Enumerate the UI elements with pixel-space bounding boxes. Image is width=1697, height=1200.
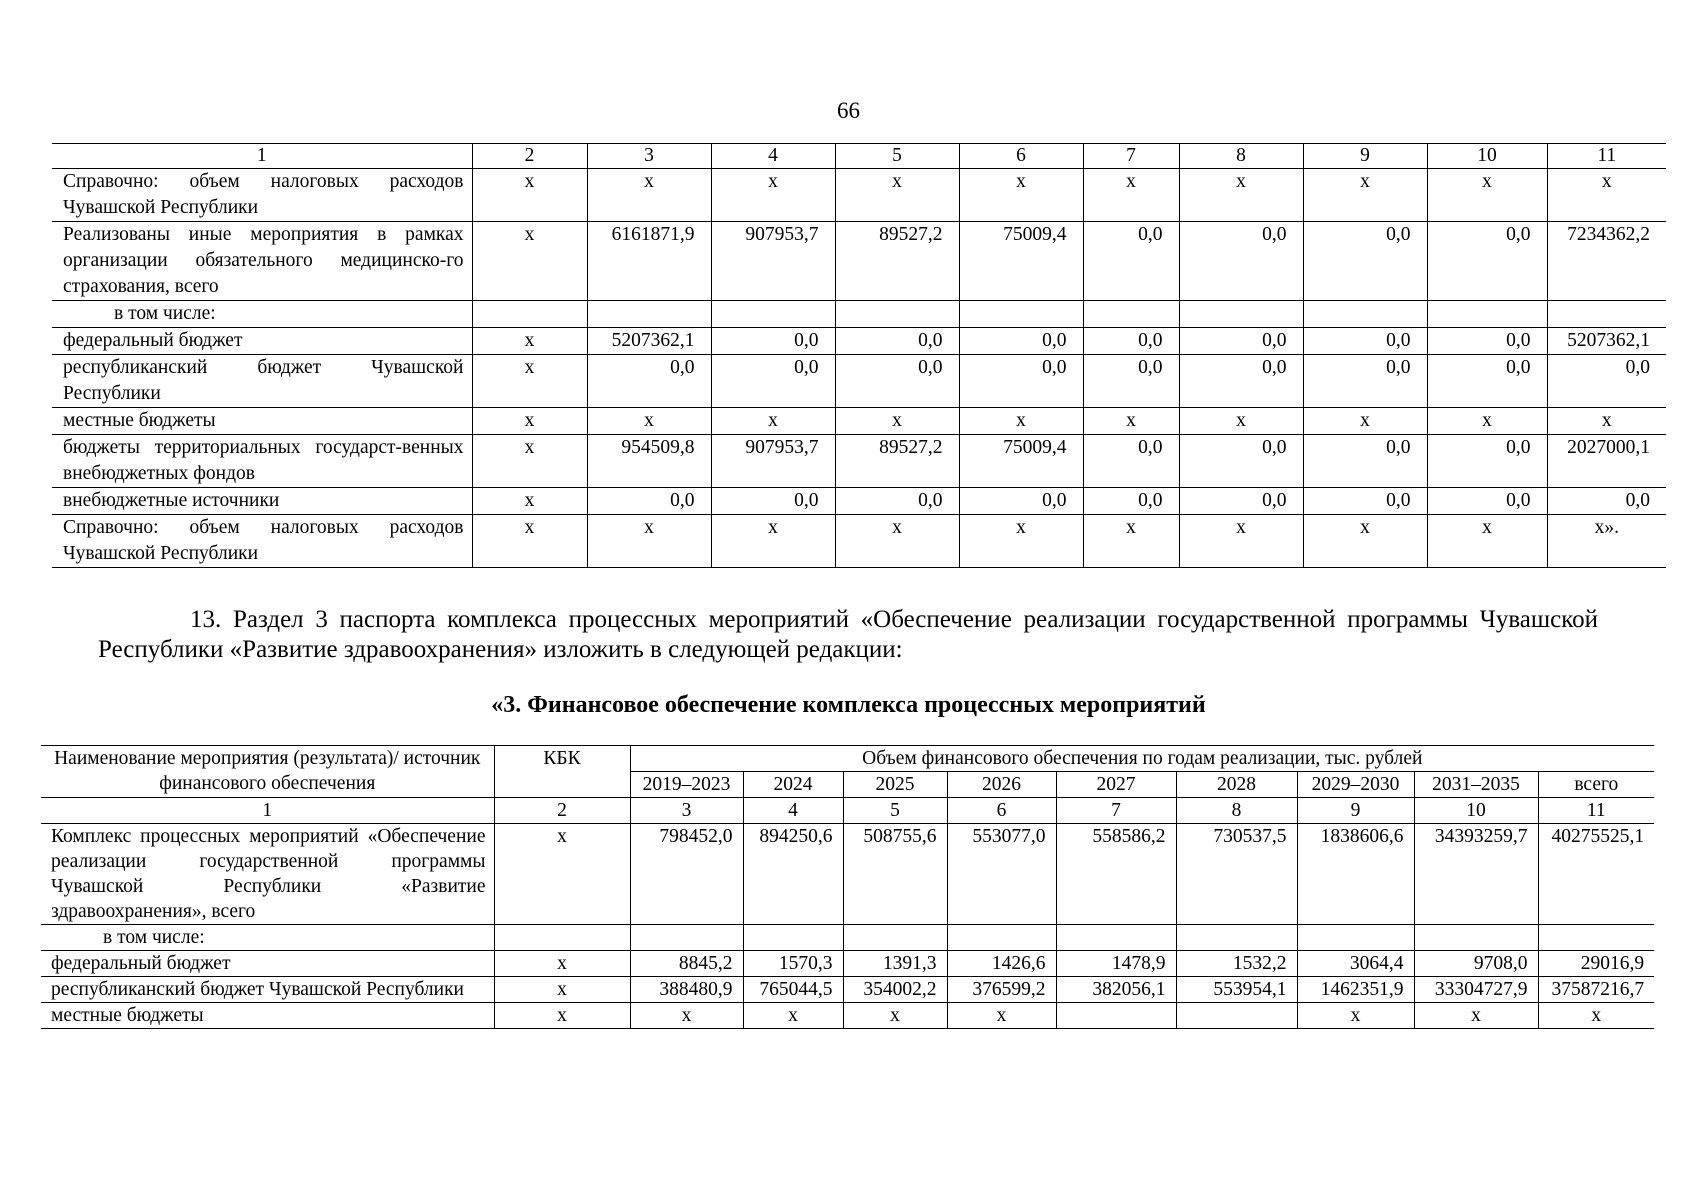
value-cell xyxy=(1083,301,1179,328)
year-header-cell: 2029–2030 xyxy=(1297,772,1414,798)
value-cell: х xyxy=(711,408,835,435)
value-cell: х xyxy=(1179,408,1303,435)
value-cell: 1426,6 xyxy=(947,951,1056,977)
value-cell xyxy=(959,301,1083,328)
column-number-cell: 2 xyxy=(494,798,630,824)
table-row xyxy=(52,169,1666,222)
value-cell: 1391,3 xyxy=(843,951,947,977)
value-cell: 0,0 xyxy=(1427,355,1547,408)
value-cell: х xyxy=(1427,169,1547,222)
year-header-cell: 2025 xyxy=(843,772,947,798)
value-cell: х xyxy=(711,515,835,568)
value-cell: х xyxy=(1303,169,1427,222)
column-number-cell: 3 xyxy=(587,144,711,169)
value-cell: 89527,2 xyxy=(835,435,959,488)
table-row xyxy=(52,222,1666,301)
value-cell: 798452,0 xyxy=(630,824,743,925)
value-cell: х xyxy=(1297,1003,1414,1029)
value-cell: х xyxy=(947,1003,1056,1029)
value-cell: х xyxy=(472,435,587,488)
value-cell xyxy=(1538,925,1654,951)
column-number-cell: 10 xyxy=(1414,798,1538,824)
column-number-cell: 11 xyxy=(1538,798,1654,824)
value-cell: 9708,0 xyxy=(1414,951,1538,977)
column-number-cell: 10 xyxy=(1427,144,1547,169)
value-cell: 0,0 xyxy=(1303,222,1427,301)
column-number-row xyxy=(41,798,1654,824)
row-label-cell: Справочно: объем налоговых расходов Чувашской Республики xyxy=(52,169,472,222)
value-cell xyxy=(494,925,630,951)
column-number-cell: 9 xyxy=(1297,798,1414,824)
value-cell: 382056,1 xyxy=(1056,977,1176,1003)
value-cell: 75009,4 xyxy=(959,435,1083,488)
value-cell: х xyxy=(835,515,959,568)
row-label-cell: республиканский бюджет Чувашской Республики xyxy=(41,977,494,1003)
value-cell: 0,0 xyxy=(1179,355,1303,408)
value-cell: 376599,2 xyxy=(947,977,1056,1003)
value-cell: х xyxy=(1083,169,1179,222)
value-cell: 0,0 xyxy=(1083,435,1179,488)
value-cell: 907953,7 xyxy=(711,435,835,488)
column-number-cell: 8 xyxy=(1176,798,1297,824)
column-number-row xyxy=(52,144,1666,169)
value-cell: х xyxy=(472,408,587,435)
row-label-cell: в том числе: xyxy=(52,301,472,328)
page-number: 66 xyxy=(837,98,860,123)
value-cell: 1532,2 xyxy=(1176,951,1297,977)
value-cell: 0,0 xyxy=(1083,355,1179,408)
value-cell: 0,0 xyxy=(835,328,959,355)
value-cell: 0,0 xyxy=(1303,488,1427,515)
value-cell: 7234362,2 xyxy=(1547,222,1666,301)
value-cell: 0,0 xyxy=(711,355,835,408)
value-cell: х xyxy=(1303,515,1427,568)
value-cell: 0,0 xyxy=(1427,435,1547,488)
value-cell xyxy=(843,925,947,951)
value-cell: х xyxy=(587,169,711,222)
value-cell: 33304727,9 xyxy=(1414,977,1538,1003)
column-number-cell: 8 xyxy=(1179,144,1303,169)
value-cell: х xyxy=(1538,1003,1654,1029)
year-header-cell: 2028 xyxy=(1176,772,1297,798)
value-cell xyxy=(1414,925,1538,951)
value-cell xyxy=(1179,301,1303,328)
value-cell: 0,0 xyxy=(1179,328,1303,355)
value-cell xyxy=(587,301,711,328)
row-label-cell: Комплекс процессных мероприятий «Обеспечение реализации государственной программы Чувашской Республики «Развитие здравоохранения», всего xyxy=(41,824,494,925)
table-row xyxy=(52,488,1666,515)
value-cell: 0,0 xyxy=(1547,488,1666,515)
value-cell xyxy=(1427,301,1547,328)
value-cell: х xyxy=(743,1003,843,1029)
row-label-cell: местные бюджеты xyxy=(52,408,472,435)
value-cell: 0,0 xyxy=(1427,488,1547,515)
value-cell: 553954,1 xyxy=(1176,977,1297,1003)
column-number-cell: 1 xyxy=(41,798,494,824)
value-cell xyxy=(1176,1003,1297,1029)
financial-support-table xyxy=(41,745,1654,1029)
funding-table-continued xyxy=(52,143,1666,568)
table-header-row xyxy=(41,746,1654,772)
value-cell xyxy=(1056,1003,1176,1029)
value-cell: х xyxy=(1303,408,1427,435)
value-cell: 29016,9 xyxy=(1538,951,1654,977)
value-cell: 0,0 xyxy=(835,355,959,408)
value-cell: 894250,6 xyxy=(743,824,843,925)
column-number-cell: 4 xyxy=(743,798,843,824)
column-number-cell: 6 xyxy=(959,144,1083,169)
value-cell: х xyxy=(472,515,587,568)
value-cell: х xyxy=(587,515,711,568)
value-cell: х xyxy=(711,169,835,222)
value-cell: 0,0 xyxy=(1303,435,1427,488)
value-cell: 0,0 xyxy=(959,355,1083,408)
value-cell: х xyxy=(1427,515,1547,568)
table-row xyxy=(52,435,1666,488)
value-cell: х xyxy=(1179,515,1303,568)
value-cell: 388480,9 xyxy=(630,977,743,1003)
year-header-cell: всего xyxy=(1538,772,1654,798)
value-cell: х xyxy=(959,408,1083,435)
year-header-cell: 2031–2035 xyxy=(1414,772,1538,798)
value-cell: 75009,4 xyxy=(959,222,1083,301)
value-cell: х xyxy=(494,824,630,925)
column-number-cell: 11 xyxy=(1547,144,1666,169)
value-cell: х xyxy=(472,355,587,408)
value-cell xyxy=(472,301,587,328)
value-cell: х xyxy=(843,1003,947,1029)
header-kbk-cell: КБК xyxy=(494,746,630,798)
value-cell xyxy=(947,925,1056,951)
value-cell: 1478,9 xyxy=(1056,951,1176,977)
column-number-cell: 3 xyxy=(630,798,743,824)
column-number-cell: 2 xyxy=(472,144,587,169)
value-cell: х xyxy=(630,1003,743,1029)
value-cell: х xyxy=(494,951,630,977)
column-number-cell: 5 xyxy=(843,798,947,824)
value-cell: 6161871,9 xyxy=(587,222,711,301)
table-row xyxy=(52,515,1666,568)
value-cell: 2027000,1 xyxy=(1547,435,1666,488)
year-header-cell: 2019–2023 xyxy=(630,772,743,798)
value-cell: х xyxy=(835,169,959,222)
row-label-cell: местные бюджеты xyxy=(41,1003,494,1029)
value-cell: х xyxy=(1083,515,1179,568)
header-volume-cell: Объем финансового обеспечения по годам реализации, тыс. рублей xyxy=(630,746,1654,772)
column-number-cell: 1 xyxy=(52,144,472,169)
table-row xyxy=(41,824,1654,925)
section-heading: «3. Финансовое обеспечение комплекса процессных мероприятий xyxy=(491,692,1206,718)
value-cell: х xyxy=(1083,408,1179,435)
year-header-cell: 2024 xyxy=(743,772,843,798)
value-cell: 907953,7 xyxy=(711,222,835,301)
value-cell: х xyxy=(472,328,587,355)
value-cell: 5207362,1 xyxy=(1547,328,1666,355)
value-cell xyxy=(1176,925,1297,951)
value-cell: 37587216,7 xyxy=(1538,977,1654,1003)
value-cell: 0,0 xyxy=(1547,355,1666,408)
value-cell: 0,0 xyxy=(1427,222,1547,301)
value-cell: 508755,6 xyxy=(843,824,947,925)
column-number-cell: 4 xyxy=(711,144,835,169)
value-cell: 0,0 xyxy=(587,488,711,515)
value-cell: 0,0 xyxy=(1083,222,1179,301)
value-cell xyxy=(743,925,843,951)
row-label-cell: в том числе: xyxy=(41,925,494,951)
value-cell: 0,0 xyxy=(959,488,1083,515)
value-cell: 1838606,6 xyxy=(1297,824,1414,925)
value-cell: х xyxy=(959,515,1083,568)
row-label-cell: федеральный бюджет xyxy=(52,328,472,355)
value-cell xyxy=(630,925,743,951)
row-label-cell: внебюджетные источники xyxy=(52,488,472,515)
value-cell: 0,0 xyxy=(1427,328,1547,355)
value-cell: 1462351,9 xyxy=(1297,977,1414,1003)
year-header-cell: 2026 xyxy=(947,772,1056,798)
column-number-cell: 9 xyxy=(1303,144,1427,169)
table-row xyxy=(41,1003,1654,1029)
value-cell xyxy=(835,301,959,328)
row-label-cell: Реализованы иные мероприятия в рамках организации обязательного медицинско-го страхования, всего xyxy=(52,222,472,301)
value-cell: 954509,8 xyxy=(587,435,711,488)
value-cell: 354002,2 xyxy=(843,977,947,1003)
table-row xyxy=(52,355,1666,408)
value-cell: х xyxy=(472,169,587,222)
value-cell: 3064,4 xyxy=(1297,951,1414,977)
value-cell: х xyxy=(587,408,711,435)
value-cell xyxy=(1547,301,1666,328)
column-number-cell: 7 xyxy=(1056,798,1176,824)
value-cell: х xyxy=(494,977,630,1003)
value-cell xyxy=(1297,925,1414,951)
value-cell: х». xyxy=(1547,515,1666,568)
value-cell: 0,0 xyxy=(835,488,959,515)
row-label-cell: федеральный бюджет xyxy=(41,951,494,977)
value-cell xyxy=(1303,301,1427,328)
column-number-cell: 5 xyxy=(835,144,959,169)
value-cell: 553077,0 xyxy=(947,824,1056,925)
instruction-paragraph: 13. Раздел 3 паспорта комплекса процессных мероприятий «Обеспечение реализации государственной программы Чувашской Республики «Развитие здравоохранения» изложить в следующей редакции: xyxy=(98,606,1598,663)
table-row xyxy=(41,951,1654,977)
value-cell: х xyxy=(1547,169,1666,222)
value-cell: 0,0 xyxy=(1083,328,1179,355)
row-label-cell: бюджеты территориальных государст-венных внебюджетных фондов xyxy=(52,435,472,488)
value-cell: 0,0 xyxy=(587,355,711,408)
table-row xyxy=(52,408,1666,435)
value-cell: 34393259,7 xyxy=(1414,824,1538,925)
value-cell: 0,0 xyxy=(1083,488,1179,515)
value-cell: 0,0 xyxy=(1303,328,1427,355)
row-label-cell: республиканский бюджет Чувашской Республики xyxy=(52,355,472,408)
year-header-cell: 2027 xyxy=(1056,772,1176,798)
value-cell xyxy=(711,301,835,328)
table-row xyxy=(41,977,1654,1003)
value-cell: х xyxy=(1414,1003,1538,1029)
value-cell: х xyxy=(472,222,587,301)
value-cell: х xyxy=(494,1003,630,1029)
value-cell: 89527,2 xyxy=(835,222,959,301)
column-number-cell: 7 xyxy=(1083,144,1179,169)
value-cell: 0,0 xyxy=(1179,488,1303,515)
value-cell: 0,0 xyxy=(1179,222,1303,301)
table-row xyxy=(52,328,1666,355)
value-cell: 730537,5 xyxy=(1176,824,1297,925)
table-row xyxy=(41,925,1654,951)
value-cell: х xyxy=(959,169,1083,222)
value-cell: 0,0 xyxy=(1303,355,1427,408)
value-cell: 8845,2 xyxy=(630,951,743,977)
column-number-cell: 6 xyxy=(947,798,1056,824)
table-row xyxy=(52,301,1666,328)
value-cell: 40275525,1 xyxy=(1538,824,1654,925)
value-cell: 0,0 xyxy=(711,328,835,355)
value-cell: 1570,3 xyxy=(743,951,843,977)
value-cell: х xyxy=(1547,408,1666,435)
value-cell: 765044,5 xyxy=(743,977,843,1003)
value-cell: 0,0 xyxy=(711,488,835,515)
value-cell: х xyxy=(1427,408,1547,435)
value-cell: х xyxy=(472,488,587,515)
value-cell: х xyxy=(835,408,959,435)
value-cell: х xyxy=(1179,169,1303,222)
value-cell: 0,0 xyxy=(959,328,1083,355)
value-cell xyxy=(1056,925,1176,951)
value-cell: 0,0 xyxy=(1179,435,1303,488)
value-cell: 5207362,1 xyxy=(587,328,711,355)
value-cell: 558586,2 xyxy=(1056,824,1176,925)
header-name-cell: Наименование мероприятия (результата)/ источник финансового обеспечения xyxy=(41,746,494,798)
row-label-cell: Справочно: объем налоговых расходов Чувашской Республики xyxy=(52,515,472,568)
